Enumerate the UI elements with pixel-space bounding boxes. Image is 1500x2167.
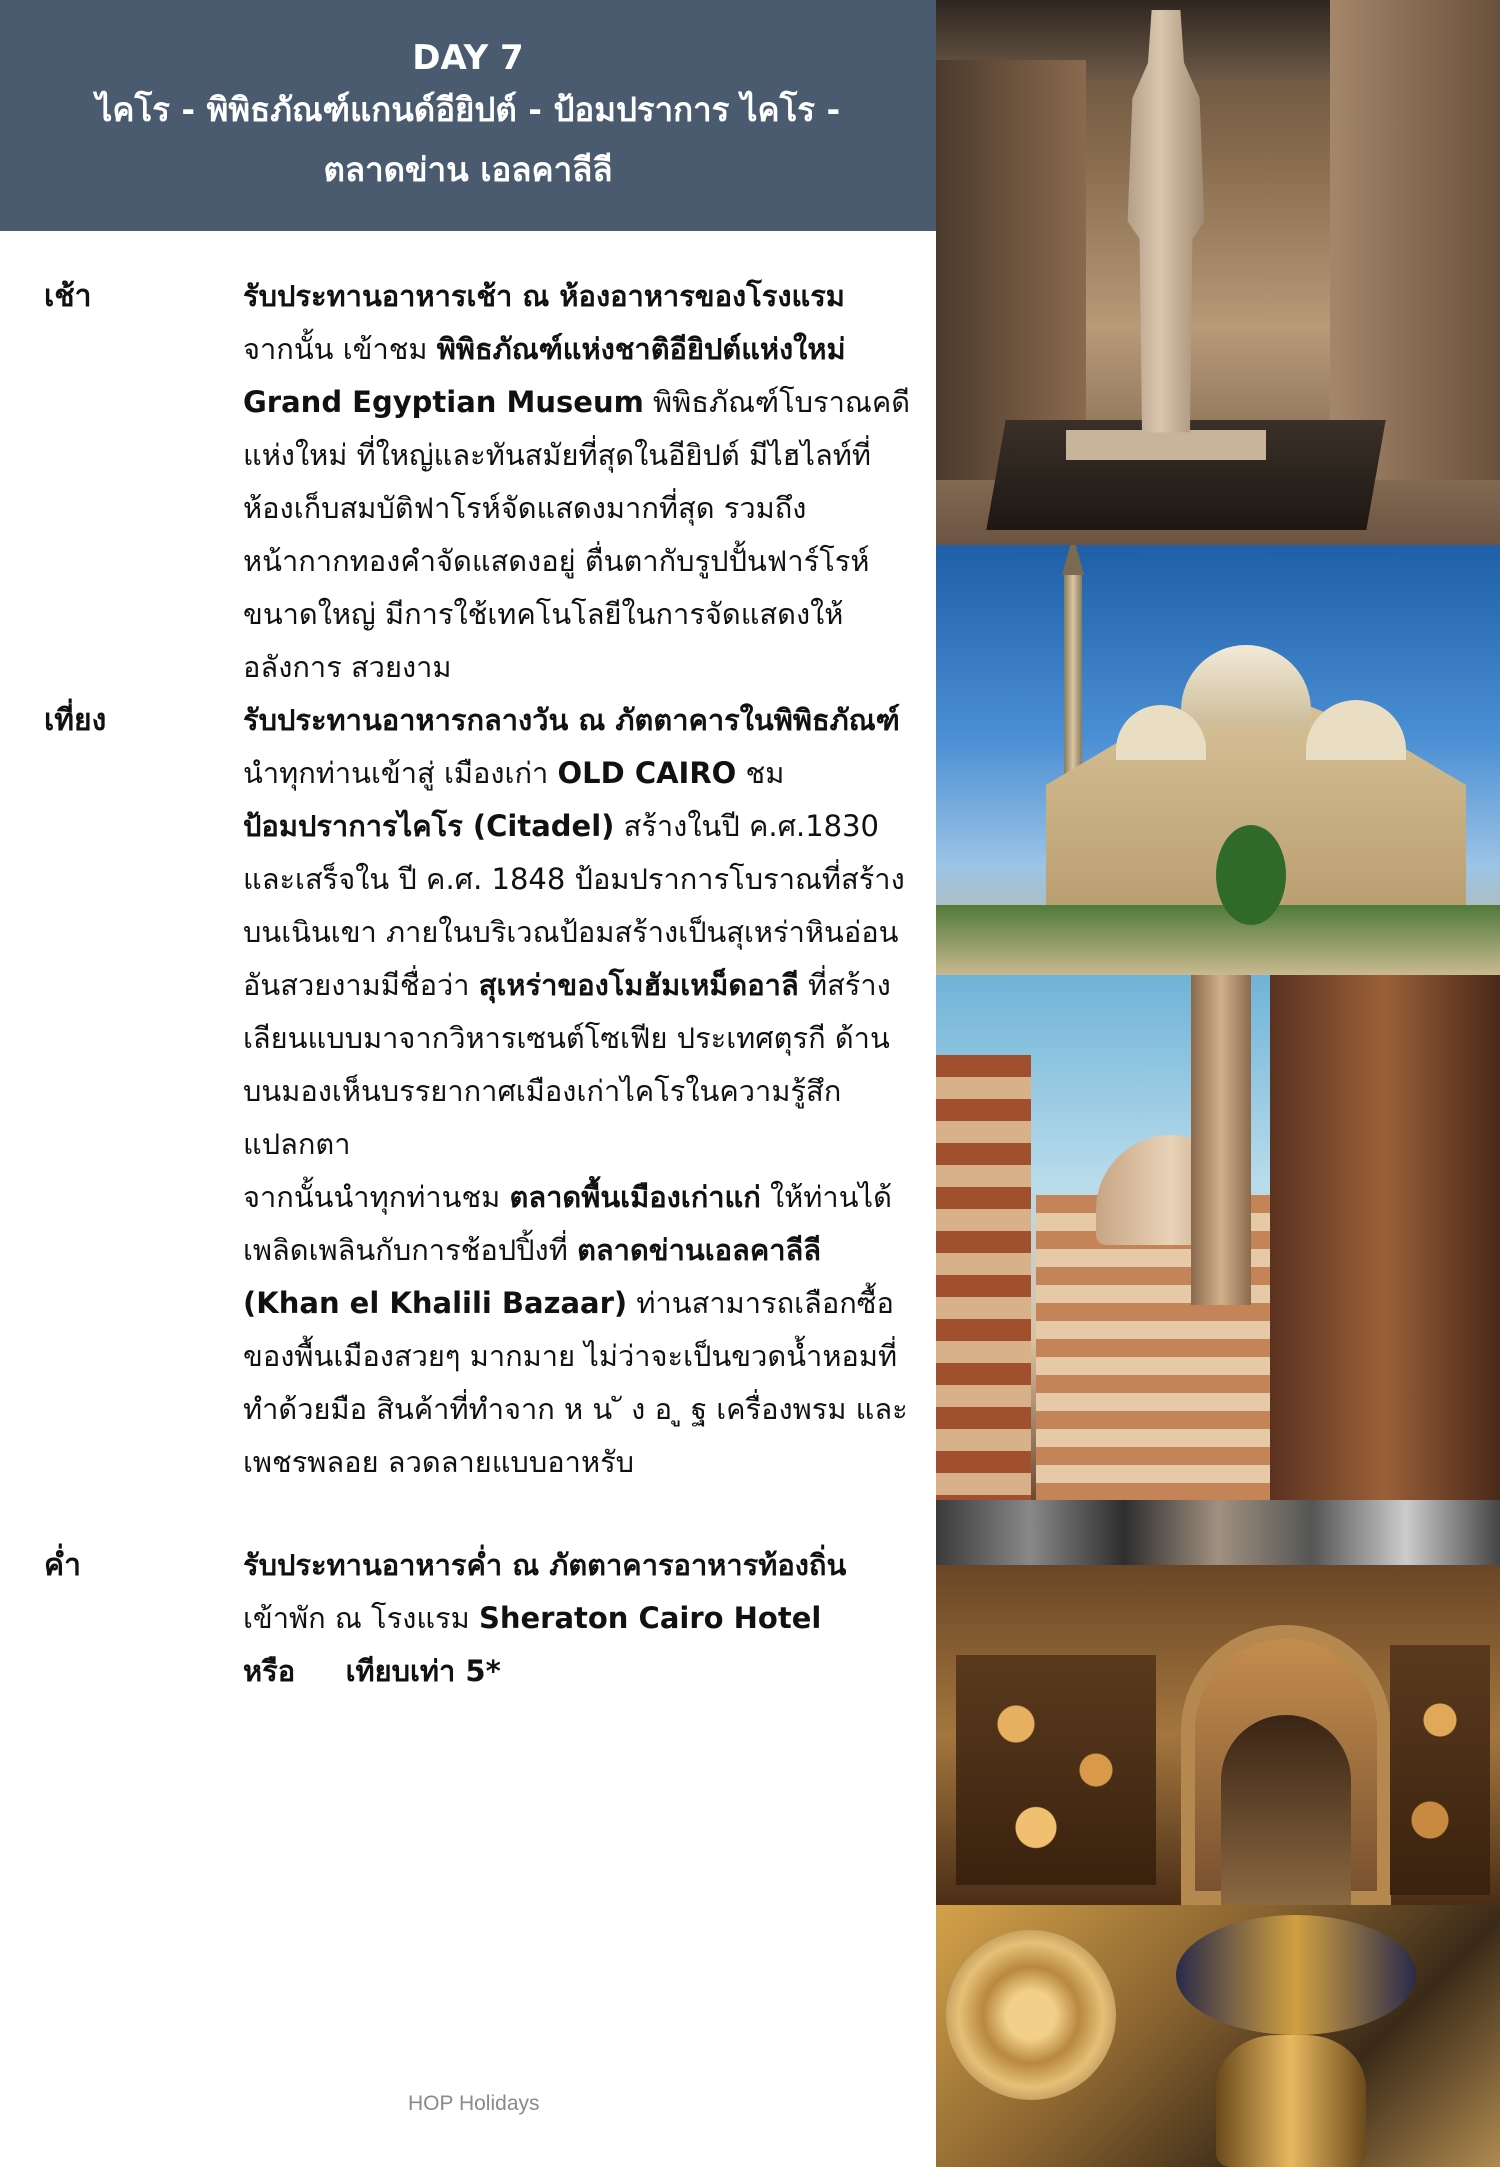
old-cairo-suffix: ชม: [736, 756, 785, 790]
day-title-line2: ตลาดข่าน เอลคาลีลี: [323, 150, 613, 189]
old-cairo-line: [243, 747, 913, 800]
brass-vase: [1216, 2035, 1366, 2167]
mosque-desc: ที่สร้างเลียนแบบมาจากวิหารเซนต์โซเฟีย ประเทศตุรกี ด้านบนมองเห็นบรรยากาศเมืองเก่าไคโรในความรู้สึกแปลกตา: [243, 968, 891, 1161]
photo-column: [936, 0, 1500, 2167]
old-cairo-street-photo: [936, 975, 1500, 1500]
evening-section: [0, 1539, 936, 1698]
market-mid: ให้ท่านได้เพลิดเพลินกับการช้อปปิ้งที่: [243, 1180, 892, 1267]
museum-desc-text: พิพิธภัณฑ์โบราณคดีแห่งใหม่ ที่ใหญ่และทันสมัยที่สุดในอียิปต์ มีไฮไลท์ที่ห้องเก็บสมบัติฟาโรห์จัดแสดงมากที่สุด รวมถึงหน้ากากทองคำจัดแสดงอยู่ ตื่นตากับรูปปั้นฟาร์โรห์ขนาดใหญ่ มีการใช้เทคโนโลยีในการจัดแสดงให้อลังการ สวยงาม: [243, 385, 911, 684]
mosque-name: สุเหร่าของโมฮัมเหม็ดอาลี: [478, 968, 799, 1002]
khan-desc: ท่านสามารถเลือกซื้อของพื้นเมืองสวยๆ มากมาย ไม่ว่าจะเป็นขวดน้ำหอมที่ทำด้วยมือ สินค้าที่ทำจาก ห น ั ง อ ู ฐ เครื่องพรม และเพชรพลอย ลวดลายแบบอาหรับ: [243, 1286, 908, 1479]
morning-meal: รับประทานอาหารเช้า ณ ห้องอาหารของโรงแรม: [243, 279, 845, 313]
citadel-description: [243, 800, 913, 1171]
noon-section: [0, 694, 936, 1489]
day-header: [0, 0, 936, 231]
khan-el-khalili-name: ตลาดข่านเอลคาลีลี (Khan el Khalili Bazaar): [243, 1233, 822, 1320]
hotel-name: Sheraton Cairo Hotel: [478, 1601, 822, 1635]
statue-base: [1066, 430, 1266, 460]
museum-wall-right: [1330, 0, 1500, 480]
morning-label: เช้า: [44, 279, 92, 314]
morning-visit: [243, 323, 913, 376]
itinerary-content: [0, 270, 936, 1698]
day-title: [0, 80, 936, 200]
evening-meal: รับประทานอาหารค่ำ ณ ภัตตาคารอาหารท้องถิ่น: [243, 1548, 847, 1582]
mosque-dome-right: [1306, 700, 1406, 760]
day-title-line1: ไคโร - พิพิธภัณฑ์แกนด์อียิปต์ - ป้อมปราการ ไคโร -: [95, 90, 841, 129]
footer-brand: HOP Holidays: [408, 2092, 540, 2115]
museum-statue-photo: [936, 0, 1500, 545]
mosaic-strip-photo: [936, 1500, 1500, 1565]
lanterns-left: [956, 1655, 1156, 1885]
striped-wall: [936, 1055, 1031, 1500]
brass-plate: [946, 1930, 1116, 2100]
hotel-prefix: เข้าพัก ณ โรงแรม: [243, 1601, 479, 1635]
old-cairo-prefix: นำทุกท่านเข้าสู่ เมืองเก่า: [243, 756, 558, 790]
evening-body: [243, 1539, 913, 1698]
noon-body: [243, 694, 913, 1489]
market-prefix: จากนั้นนำทุกท่านชม: [243, 1180, 510, 1214]
morning-section: [0, 270, 936, 694]
mosque-garden: [936, 905, 1500, 975]
citadel-name: ป้อมปราการไคโร (Citadel): [243, 809, 615, 843]
brass-souvenirs-photo: [936, 1905, 1500, 2167]
evening-label: ค่ำ: [44, 1548, 81, 1583]
carved-facade: [1270, 975, 1500, 1500]
lanterns-right: [1390, 1645, 1490, 1895]
morning-visit-prefix: จากนั้น เข้าชม: [243, 332, 437, 366]
bazaar-photo: [936, 1565, 1500, 1905]
old-cairo-name: OLD CAIRO: [557, 756, 737, 790]
citadel-mosque-photo: [936, 545, 1500, 975]
noon-meal: รับประทานอาหารกลางวัน ณ ภัตตาคารในพิพิธภัณฑ์: [243, 703, 900, 737]
citadel-desc: สร้างในปี ค.ศ.1830 และเสร็จใน ปี ค.ศ. 1848 ป้อมปราการโบราณที่สร้างบนเนินเขา ภายในบริเวณป้อมสร้างเป็นสุเหร่าหินอ่อนอันสวยงามมีชื่อว่า: [243, 809, 905, 1002]
market-description: [243, 1171, 913, 1489]
bazaar-passage: [1221, 1715, 1351, 1905]
museum-name: Grand Egyptian Museum: [243, 385, 644, 419]
morning-body: [243, 270, 913, 694]
hotel-line: [243, 1592, 913, 1645]
garden-tree: [1216, 825, 1286, 925]
market-name: ตลาดพื้นเมืองเก่าแก่: [509, 1180, 761, 1214]
mosque-main-dome: [1181, 645, 1311, 725]
museum-wall-left: [936, 60, 1086, 480]
winged-figure: [1176, 1915, 1416, 2035]
noon-label: เที่ยง: [44, 703, 107, 738]
museum-description: [243, 376, 913, 694]
street-minaret: [1191, 975, 1251, 1305]
hotel-alternative: หรือ เทียบเท่า 5*: [243, 1654, 501, 1688]
museum-thai-name: พิพิธภัณฑ์แห่งชาติอียิปต์แห่งใหม่: [436, 332, 846, 366]
section-gap: [0, 1489, 936, 1539]
day-number: DAY 7: [412, 38, 524, 78]
